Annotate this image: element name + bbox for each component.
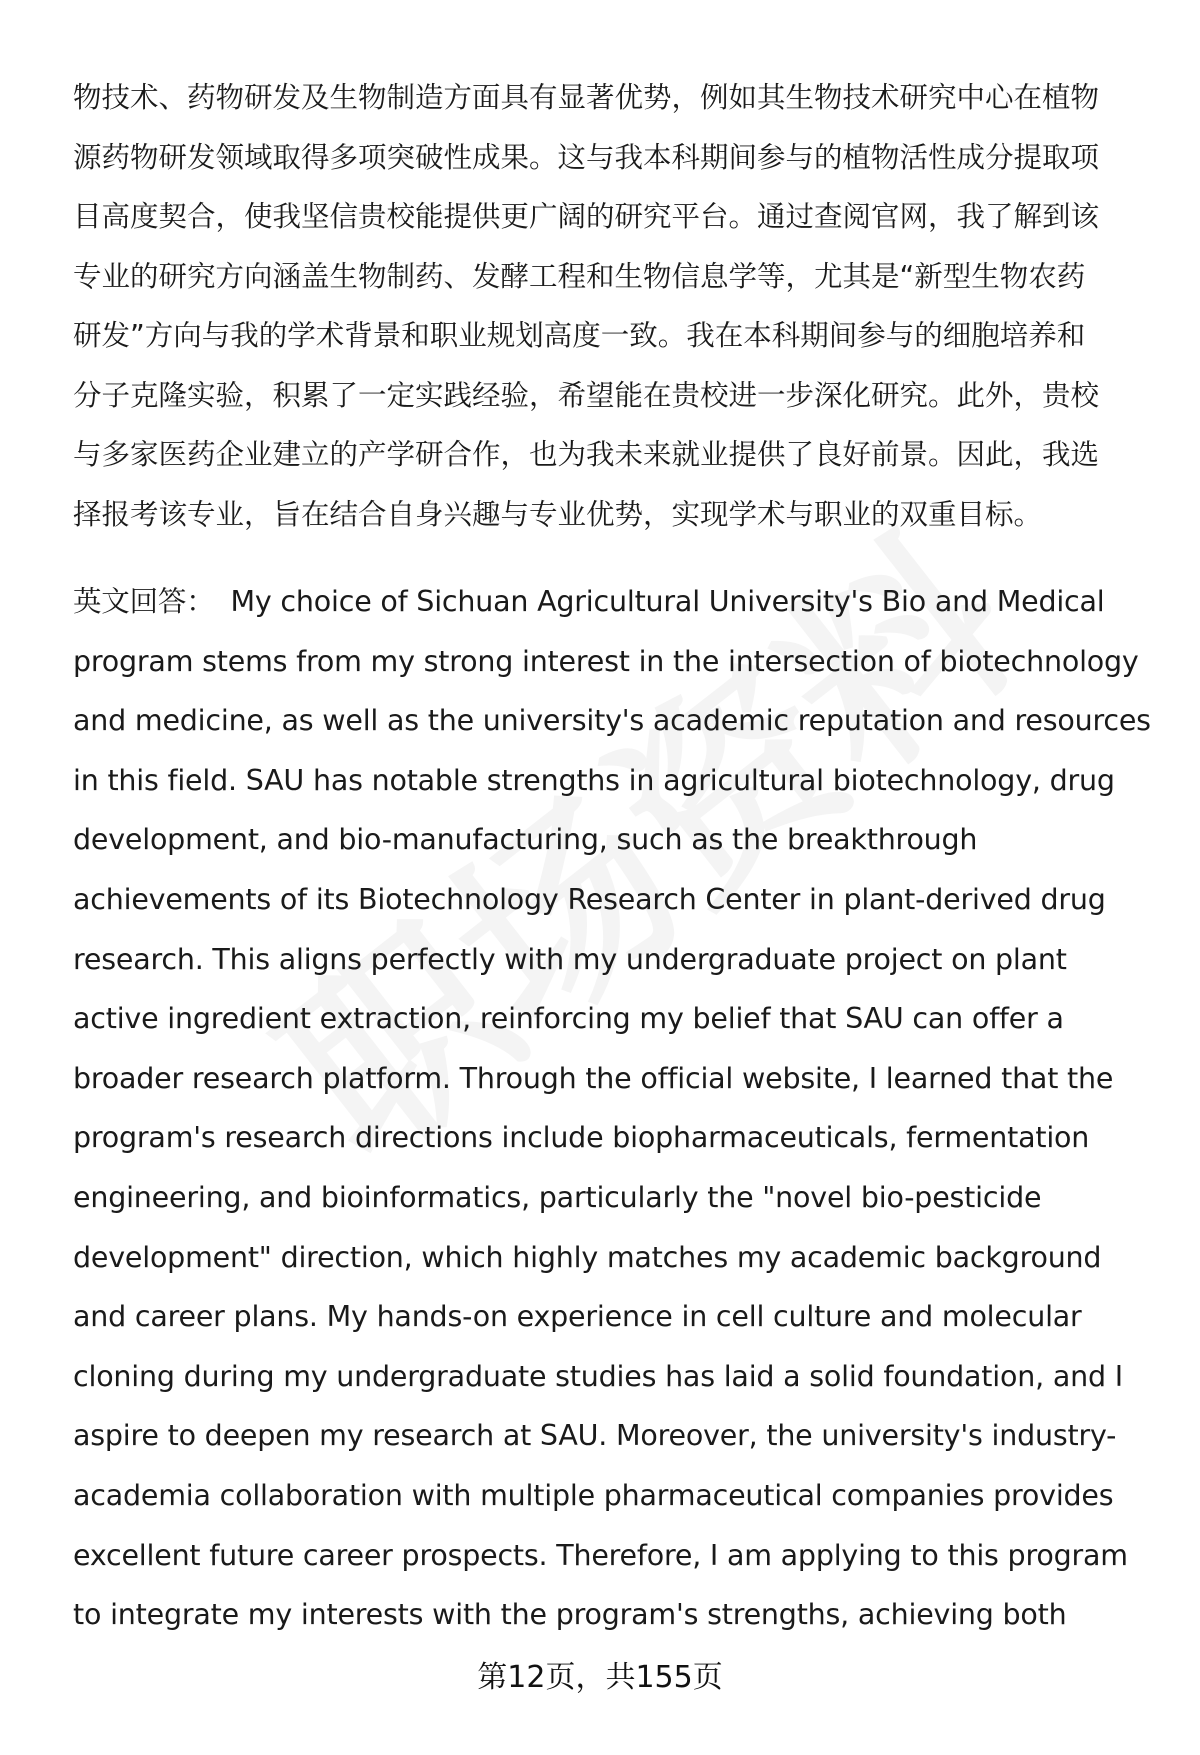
text-line: aspire to deepen my research at SAU. Moreover, the university's industry- [73, 1419, 1117, 1453]
text-line: 择报考该专业，旨在结合自身兴趣与专业优势，实现学术与职业的双重目标。 [73, 497, 1043, 531]
text-line: and career plans. My hands-on experience in cell culture and molecular [73, 1300, 1082, 1334]
text-line: 目高度契合，使我坚信贵校能提供更广阔的研究平台。通过查阅官网，我了解到该 [73, 200, 1100, 233]
text-line: research. This aligns perfectly with my undergraduate project on plant [73, 942, 1067, 976]
english-answer-paragraph [73, 572, 1163, 1645]
english-answer-label: 英文回答： [73, 585, 215, 618]
page-number-footer: 第12页，共155页 [477, 1660, 723, 1695]
text-line: 研发”方向与我的学术背景和职业规划高度一致。我在本科期间参与的细胞培养和 [73, 319, 1086, 352]
text-line: program's research directions include biopharmaceuticals, fermentation [73, 1121, 1090, 1155]
text-line: to integrate my interests with the program's strengths, achieving both [73, 1598, 1067, 1632]
text-line: 物技术、药物研发及生物制造方面具有显著优势，例如其生物技术研究中心在植物 [73, 81, 1100, 114]
text-line: cloning during my undergraduate studies has laid a solid foundation, and I [73, 1359, 1123, 1393]
text-line: 与多家医药企业建立的产学研合作，也为我未来就业提供了良好前景。因此，我选 [73, 438, 1100, 471]
text-line: development" direction, which highly matches my academic background [73, 1240, 1102, 1274]
text-line: achievements of its Biotechnology Research Center in plant-derived drug [73, 882, 1106, 916]
text-line: 专业的研究方向涵盖生物制药、发酵工程和生物信息学等，尤其是“新型生物农药 [73, 259, 1086, 293]
text-line: development, and bio-manufacturing, such as the breakthrough [73, 823, 978, 857]
chinese-answer-paragraph [73, 68, 1153, 544]
text-line: engineering, and bioinformatics, particularly the "novel bio-pesticide [73, 1180, 1042, 1214]
text-line: active ingredient extraction, reinforcing my belief that SAU can offer a [73, 1002, 1064, 1036]
text-line-content: My choice of Sichuan Agricultural University's Bio and Medical [230, 585, 1105, 618]
text-line: academia collaboration with multiple pharmaceutical companies provides [73, 1478, 1114, 1512]
text-line: excellent future career prospects. Therefore, I am applying to this program [73, 1538, 1128, 1572]
text-line: broader research platform. Through the official website, I learned that the [73, 1061, 1114, 1095]
text-line: and medicine, as well as the university's academic reputation and resources [73, 704, 1151, 738]
text-line: program stems from my strong interest in the intersection of biotechnology [73, 644, 1139, 678]
text-line: 分子克隆实验，积累了一定实践经验，希望能在贵校进一步深化研究。此外，贵校 [73, 378, 1100, 412]
text-line [73, 572, 1163, 632]
text-line: in this field. SAU has notable strengths in agricultural biotechnology, drug [73, 763, 1115, 797]
text-line: 源药物研发领域取得多项突破性成果。这与我本科期间参与的植物活性成分提取项 [73, 140, 1100, 174]
